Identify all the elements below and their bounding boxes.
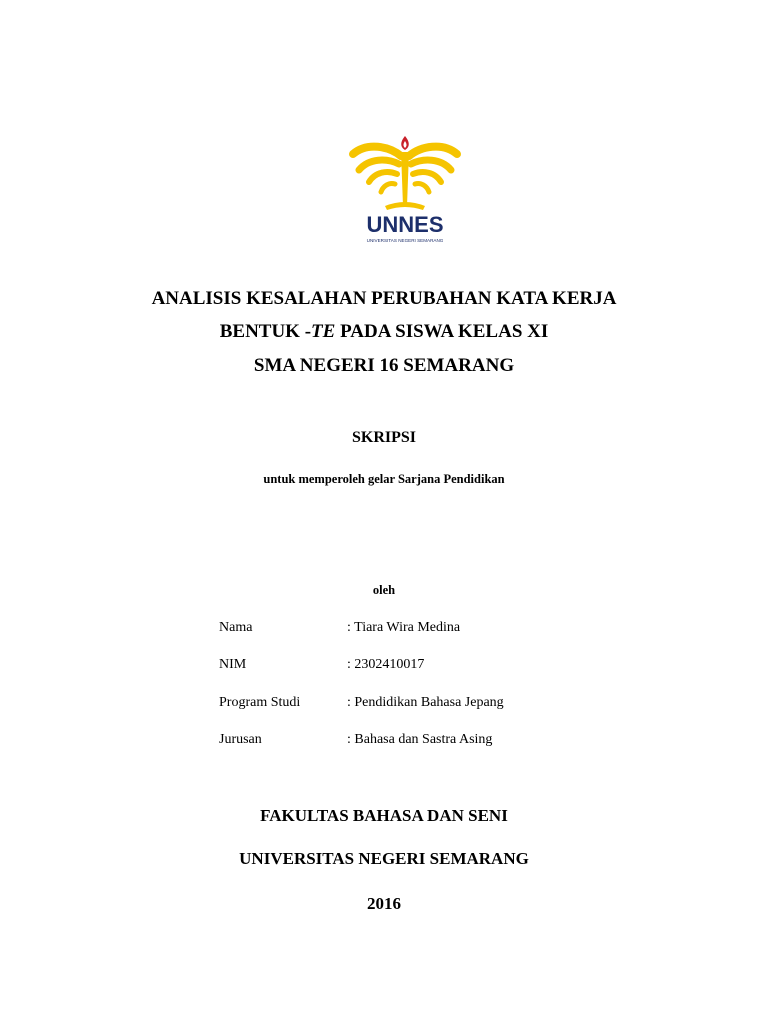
info-value: : Pendidikan Bahasa Jepang xyxy=(347,695,504,710)
info-value: : 2302410017 xyxy=(347,657,425,672)
author-intro: oleh xyxy=(372,583,396,597)
title-line-2-prefix: BENTUK - xyxy=(219,321,312,342)
degree-purpose: untuk memperoleh gelar Sarjana Pendidikan xyxy=(263,472,505,486)
info-value: : Tiara Wira Medina xyxy=(347,620,461,635)
document-type: SKRIPSI xyxy=(351,429,417,446)
title-line-2-italic: TE xyxy=(311,321,336,342)
title-line-2 xyxy=(0,320,768,344)
unnes-logo xyxy=(345,128,465,246)
logo-wordmark: UNNES xyxy=(366,212,444,237)
info-label: NIM xyxy=(219,657,247,672)
info-label: Program Studi xyxy=(219,695,301,710)
title-line-2-suffix: PADA SISWA KELAS XI xyxy=(335,321,549,342)
faculty-name: FAKULTAS BAHASA DAN SENI xyxy=(260,806,508,825)
info-label: Jurusan xyxy=(219,732,262,747)
info-value: : Bahasa dan Sastra Asing xyxy=(347,732,493,747)
title-line-1: ANALISIS KESALAHAN PERUBAHAN KATA KERJA xyxy=(151,288,617,309)
title-line-3: SMA NEGERI 16 SEMARANG xyxy=(253,355,515,376)
info-label: Nama xyxy=(219,620,253,635)
year: 2016 xyxy=(367,894,401,913)
logo-subtext: UNIVERSITAS NEGERI SEMARANG xyxy=(366,238,444,243)
university-name: UNIVERSITAS NEGERI SEMARANG xyxy=(239,849,529,868)
